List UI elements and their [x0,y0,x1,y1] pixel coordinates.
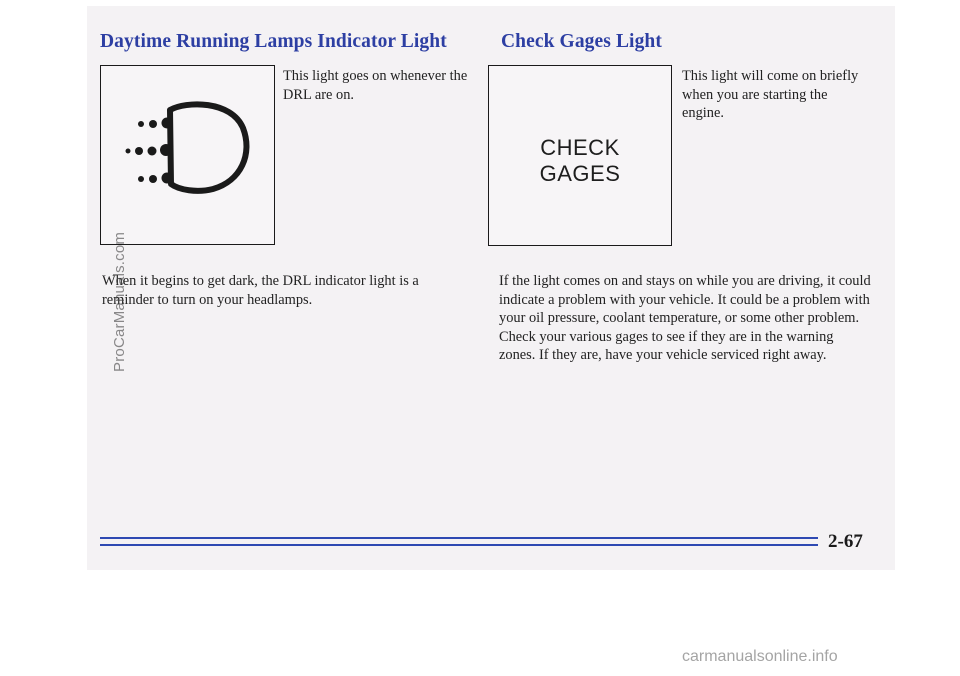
headlamp-indicator-icon [101,66,273,243]
drl-body-text: When it begins to get dark, the DRL indicator light is a reminder to turn on your headlamps. [102,273,419,308]
beam-dot [126,149,131,154]
beam-dot [135,147,143,155]
beam-dot [149,175,157,183]
footer-rule-bottom [100,544,818,546]
beam-dot [162,173,173,184]
check-gages-indicator-figure [488,65,672,246]
beam-dot [148,147,157,156]
beam-dot [162,118,173,129]
footer-watermark: carmanualsonline.info [682,648,838,665]
check-gages-line-1: CHECK [540,135,620,160]
check-gages-line-2: GAGES [539,161,621,186]
beam-dot [149,120,157,128]
gages-body-text: If the light comes on and stays on while you are driving, it could indicate a problem with your vehicle. It could be a problem with your oil pressure, coolant temperature, or some other problem. Check your various gages to see if they are in the warning zones. If they are, have your vehicle serviced right away. [499,273,871,363]
gages-section-heading: Check Gages Light [501,31,662,52]
beam-dot [160,144,172,156]
page-number: 2-67 [828,531,863,552]
beam-dot [138,121,144,127]
gages-caption: This light will come on briefly when you are starting the engine. [682,68,859,121]
headlamp-lens-shape [170,104,246,190]
drl-indicator-figure [100,65,275,245]
drl-section-heading: Daytime Running Lamps Indicator Light [100,31,447,52]
beam-dot [138,176,144,182]
side-watermark: ProCarManuals.com [111,231,128,372]
footer-rule-top [100,537,818,539]
drl-caption: This light goes on whenever the DRL are on. [283,68,468,103]
